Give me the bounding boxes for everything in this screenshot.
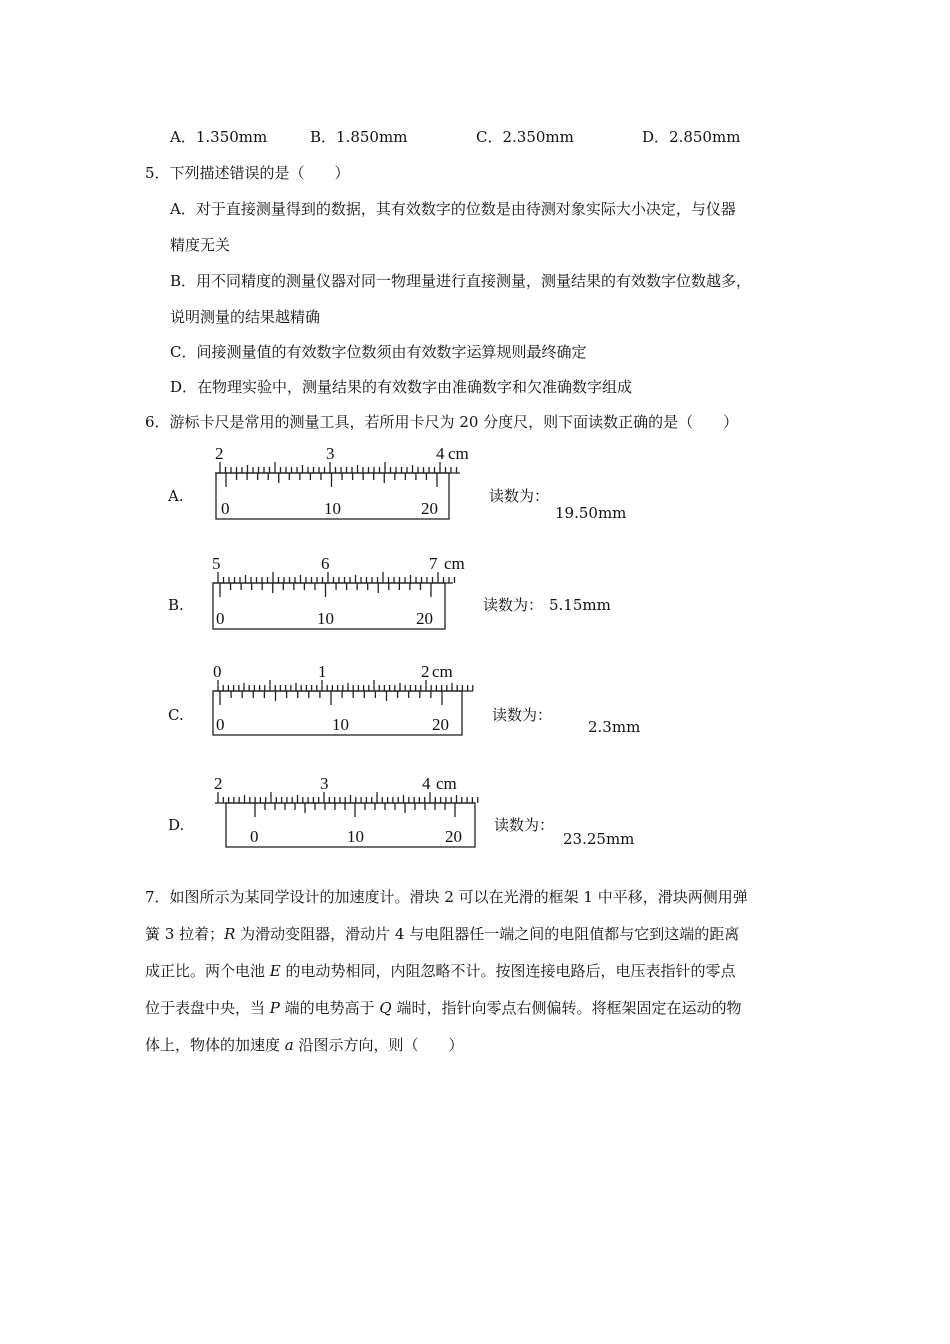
q7-text: 7．如图所示为某同学设计的加速度计。滑块 2 可以在光滑的框架 1 中平移，滑块两侧用弹: [145, 888, 748, 906]
q7-text: 端的电势高于: [279, 999, 380, 1017]
main-label-4: 4: [422, 774, 431, 793]
q7-text: 沿图示方向，则（ ）: [293, 1036, 464, 1054]
vernier-label-20: 20: [432, 715, 449, 734]
vernier-label-10: 10: [347, 827, 364, 846]
q7-var-q: Q: [379, 999, 392, 1017]
q7-text: 端时，指针向零点右侧偏转。将框架固定在运动的物: [391, 999, 742, 1017]
q7-var-p: P: [269, 999, 280, 1017]
main-label-0: 0: [213, 662, 222, 681]
vernier-caliper-b: [208, 552, 478, 632]
q7-text: 为滑动变阻器，滑动片 4 与电阻器任一端之间的电阻值都与它到这端的距离: [235, 925, 740, 943]
q7-text: 成正比。两个电池: [145, 962, 270, 980]
main-label-4: 4: [436, 444, 445, 463]
q5-option-a-line1: A．对于直接测量得到的数据，其有效数字的位数是由待测对象实际大小决定，与仪器: [170, 200, 736, 218]
main-label-2: 2: [421, 662, 430, 681]
q7-line-5: [145, 1035, 464, 1055]
q7-var-r: R: [224, 925, 236, 943]
vernier-label-20: 20: [445, 827, 462, 846]
q6-option-c-reading-label: 读数为：: [492, 706, 553, 724]
main-label-2: 2: [215, 444, 224, 463]
vernier-label-0: 0: [216, 609, 225, 628]
vernier-label-0: 0: [250, 827, 259, 846]
q5-option-b-line2: 说明测量的结果越精确: [170, 308, 321, 326]
q6-option-b-label: B.: [168, 596, 184, 614]
q4-option-a: A．1.350mm: [170, 128, 268, 146]
unit-label: cm: [444, 554, 465, 573]
vernier-label-20: 20: [421, 499, 438, 518]
q6-option-d-reading: 23.25mm: [563, 830, 635, 848]
vernier-label-10: 10: [332, 715, 349, 734]
q6-option-c-label: C.: [168, 706, 184, 724]
main-label-3: 3: [320, 774, 329, 793]
q6-option-b-reading-label: 读数为：: [483, 596, 544, 614]
main-label-1: 1: [318, 662, 327, 681]
q5-option-b-line1: B．用不同精度的测量仪器对同一物理量进行直接测量，测量结果的有效数字位数越多，: [170, 272, 752, 290]
vernier-label-10: 10: [317, 609, 334, 628]
q7-line-2: [145, 924, 739, 944]
q4-option-b: B．1.850mm: [310, 128, 408, 146]
vernier-label-20: 20: [416, 609, 433, 628]
q7-line-3: [145, 961, 736, 981]
q7-var-a: a: [284, 1036, 294, 1054]
q7-text: 体上，物体的加速度: [145, 1036, 285, 1054]
q5-option-a-line2: 精度无关: [170, 236, 231, 254]
vernier-caliper-c: [208, 660, 488, 740]
vernier-label-0: 0: [216, 715, 225, 734]
q5-stem: 5．下列描述错误的是（ ）: [145, 164, 350, 182]
q4-option-d: D．2.850mm: [642, 128, 741, 146]
main-label-5: 5: [212, 554, 221, 573]
q6-option-a-reading: 19.50mm: [555, 504, 627, 522]
main-label-7: 7: [429, 554, 438, 573]
main-label-2: 2: [214, 774, 223, 793]
q7-var-e: E: [269, 962, 281, 980]
unit-label: cm: [432, 662, 453, 681]
q5-option-d: D．在物理实验中，测量结果的有效数字由准确数字和欠准确数字组成: [170, 378, 633, 396]
vernier-caliper-a: [210, 442, 480, 522]
q5-option-c: C．间接测量值的有效数字位数须由有效数字运算规则最终确定: [170, 343, 587, 361]
q7-line-1: [145, 887, 748, 907]
q6-stem: 6．游标卡尺是常用的测量工具，若所用卡尺为 20 分度尺，则下面读数正确的是（ ）: [145, 413, 739, 431]
q7-text: 簧 3 拉着；: [145, 925, 225, 943]
main-label-6: 6: [321, 554, 330, 573]
unit-label: cm: [436, 774, 457, 793]
q6-option-d-label: D.: [168, 816, 185, 834]
vernier-label-0: 0: [221, 499, 230, 518]
q6-option-b-reading: 5.15mm: [549, 596, 611, 614]
q7-text: 位于表盘中央，当: [145, 999, 270, 1017]
q6-option-d-reading-label: 读数为：: [494, 816, 555, 834]
vernier-caliper-d: [210, 772, 490, 852]
q6-option-a-label: A.: [168, 487, 184, 505]
vernier-label-10: 10: [324, 499, 341, 518]
main-label-3: 3: [326, 444, 335, 463]
q6-option-a-reading-label: 读数为：: [489, 487, 550, 505]
q7-text: 的电动势相同，内阻忽略不计。按图连接电路后，电压表指针的零点: [280, 962, 736, 980]
unit-label: cm: [448, 444, 469, 463]
q6-option-c-reading: 2.3mm: [588, 718, 641, 736]
q7-line-4: [145, 998, 742, 1018]
q4-option-c: C．2.350mm: [476, 128, 574, 146]
